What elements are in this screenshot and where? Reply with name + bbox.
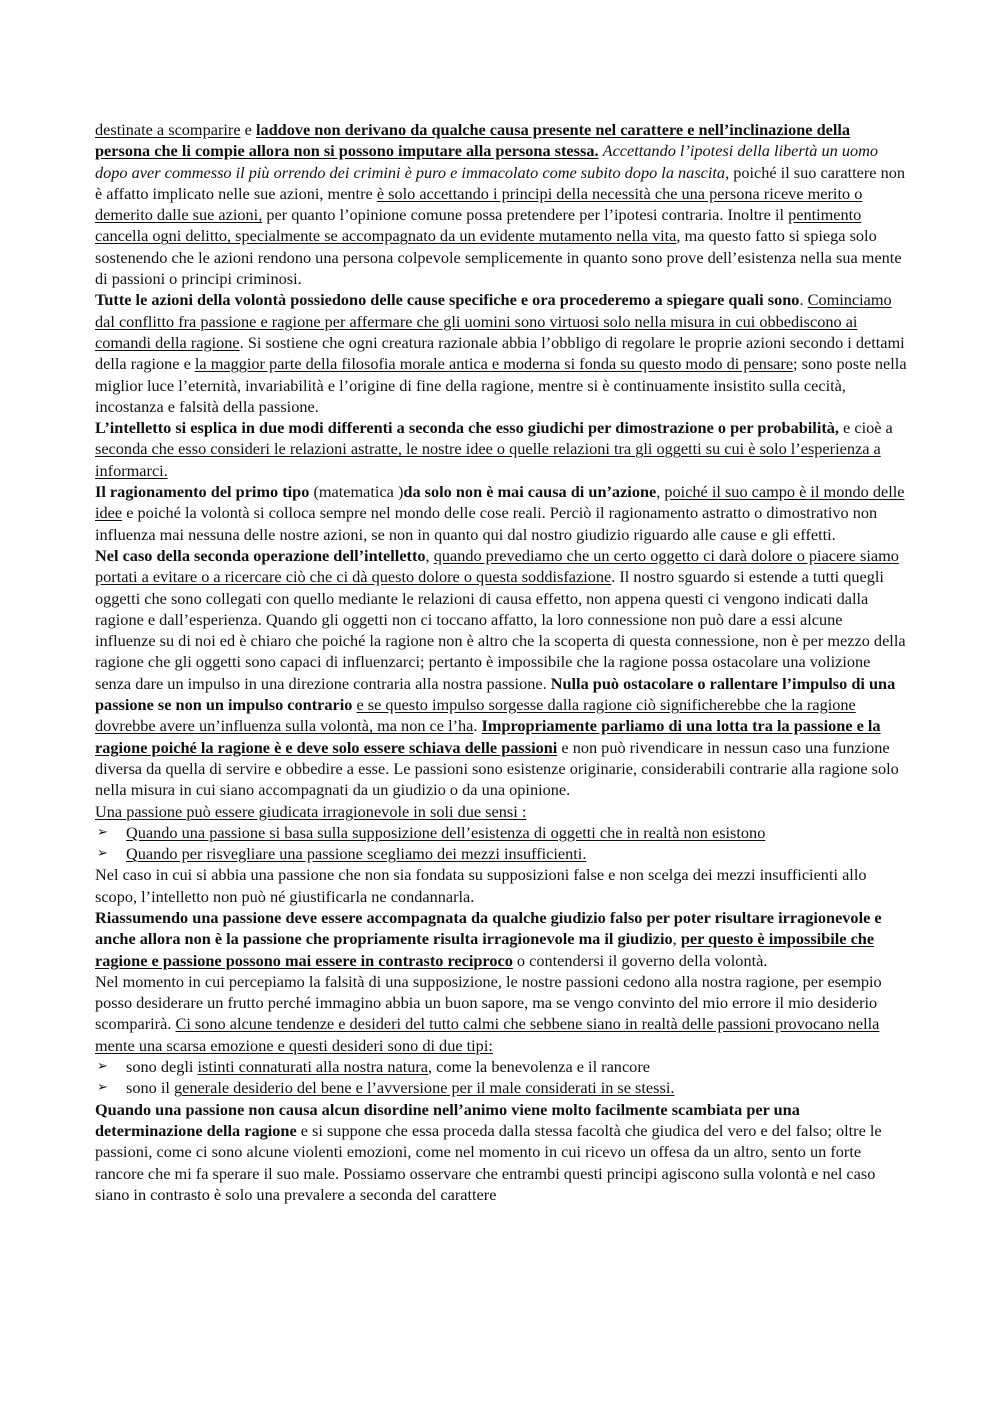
list-item — [95, 843, 907, 864]
arrow-bullet-icon: ➢ — [97, 1059, 108, 1075]
list-irrational-cases — [95, 822, 907, 865]
paragraph-will-causes — [95, 289, 907, 417]
text-run: , — [425, 545, 434, 565]
arrow-bullet-icon: ➢ — [97, 846, 108, 862]
underlined-phrase: e se questo impulso sorgesse dalla ragione ciò significherebbe che la ragione dovrebbe avere un’influenza sulla volontà, ma non ce l’ha — [95, 695, 856, 736]
underlined-phrase: quando prevediamo che un certo oggetto ci darà dolore o piacere siamo portati a evitare o a ricercare ciò che ci dà questo dolore o questa soddisfazione — [95, 545, 899, 587]
list-desire-types — [95, 1056, 907, 1099]
text-run: per quanto l’opinione comune possa pretendere per l’ipotesi contraria. Inoltre il — [262, 205, 789, 225]
text-run: e poiché la volontà si colloca sempre nel mondo delle cose reali. Perciò il ragionamento astratto o dimostrativo non influenza mai nessuna delle nostre azioni, se non in quanto qui dal nostro giudizio riguardo alle cause e gli effetti. — [95, 503, 878, 544]
list-item — [95, 1077, 907, 1098]
underlined-phrase: destinate a scomparire — [95, 120, 241, 139]
text-run: sono il — [126, 1078, 174, 1098]
text-run: Nel momento in cui percepiamo la falsità di una supposizione, le nostre passioni cedono alla nostra ragione, per esempio posso desiderare un frutto perché immagino abbia un buon sapore, ma se vengo convinto del mio errore il mio desiderio scomparirà. — [95, 971, 882, 1034]
underlined-phrase: Una passione può essere giudicata irragionevole in soli due sensi : — [95, 801, 527, 821]
paragraph-calm-passion — [95, 1099, 907, 1205]
text-run: . — [473, 716, 482, 736]
paragraph-first-reasoning — [95, 481, 907, 545]
bold-phrase: Nel caso della seconda operazione dell’intelletto — [95, 545, 426, 565]
text-run: sono degli — [126, 1057, 198, 1077]
underlined-phrase: istinti connaturati alla nostra natura — [197, 1057, 429, 1077]
list-item — [95, 1056, 907, 1077]
text-run: Nel caso in cui si abbia una passione che non sia fondata su supposizioni false e non scelga dei mezzi insufficienti allo scopo, l’intelletto non può né giustificarla ne condannarla. — [95, 865, 867, 906]
text-run: , poiché il suo carattere non è affatto implicato nelle sue azioni, mentre — [95, 162, 906, 203]
arrow-bullet-icon: ➢ — [97, 1080, 108, 1096]
bold-phrase: Tutte le azioni della volontà possiedono delle cause specifiche e ora procederemo a spiegare quali sono — [95, 290, 800, 310]
list-item-text: Quando per risvegliare una passione scegliamo dei mezzi insufficienti. — [126, 844, 587, 864]
underlined-phrase: seconda che esso consideri le relazioni astratte, le nostre idee o quelle relazioni tra gli oggetti su cui è solo l’esperienza a informarci. — [95, 439, 881, 480]
document-body — [95, 119, 907, 1205]
text-run: , come la benevolenza e il rancore — [428, 1057, 650, 1077]
bold-underlined-phrase: per questo è impossibile che ragione e passione possono mai essere in contrasto reciproco — [95, 929, 875, 970]
text-run: e — [240, 120, 256, 139]
bold-phrase: Nulla può ostacolare o rallentare l’impulso di una passione se non un impulso contrario — [95, 673, 896, 715]
underlined-phrase: generale desiderio del bene e l’avversione per il male considerati in se stessi. — [173, 1078, 675, 1098]
text-run: . Il nostro sguardo si estende a tutti quegli oggetti che sono collegati con quello mediante le relazioni di causa effetto, non appena questi ci vengono indicati dalla ragione e dall’esperienza. Quando gli oggetti non ci toccano affatto, la loro connessione non può dare a essi alcune influenze su di noi ed è chiaro che poiché la ragione non è altro che la scoperta di questa connessione, non è per mezzo della ragione che gli oggetti sono capaci di influenzarci; pertanto è impossibile che la ragione possa ostacolare una volizione senza dare un impulso in una direzione contraria alla nostra passione. — [95, 567, 906, 693]
paragraph-calm-desires — [95, 971, 907, 1056]
text-run: ; sono poste nella miglior luce l’eternità, invariabilità e l’origine di fine della ragione, mentre si è continuamente insistito sulla cecità, incostanza e falsità della passione. — [95, 354, 907, 416]
text-run: o contendersi il governo della volontà. — [512, 950, 768, 970]
text-run: e si suppone che essa proceda dalla stessa facoltà che giudica del vero e del falso; oltre le passioni, come ci sono alcune violenti emozioni, come nel momento in cui ricevo un offesa da un altro, sento un forte rancore che mi fa sperare il suo male. Possiamo osservare che entrambi questi principi agiscono sulla volontà e nel caso siano in contrasto è solo una prevalere a seconda del carattere — [95, 1120, 882, 1204]
list-item-text: Quando una passione si basa sulla supposizione dell’esistenza di oggetti che in realtà non esistono — [126, 822, 766, 842]
bold-underlined-phrase: laddove non derivano da qualche causa presente nel carattere e nell’inclinazione della persona che li compie allora non si possono imputare alla persona stessa. — [95, 120, 851, 161]
italic-phrase: Accettando l’ipotesi della libertà un uomo dopo aver commesso il più orrendo dei crimini è puro e immacolato come subito dopo la nascita — [95, 141, 878, 182]
paragraph-summary — [95, 907, 907, 971]
text-run: . Si sostiene che ogni creatura razionale abbia l’obbligo di regolare le proprie azioni secondo i dettami della ragione e — [95, 332, 905, 374]
bold-phrase: L’intelletto si esplica in due modi differenti a seconda che esso giudichi per dimostrazione o per probabilità, — [95, 418, 839, 438]
underlined-phrase: è solo accettando i principi della necessità che una persona riceve merito o demerito dalle sue azioni, — [95, 183, 863, 225]
text-run: , ma questo fatto si spiega solo sostenendo che le azioni rendono una persona colpevole semplicemente in quanto sono prove dell’esistenza nella sua mente di passioni o principi criminosi. — [95, 226, 902, 289]
bold-phrase: da solo non è mai causa di un’azione — [403, 482, 657, 502]
paragraph-irrational-passion — [95, 801, 907, 822]
underlined-phrase: Cominciamo dal conflitto fra passione e ragione per affermare che gli uomini sono virtuosi solo nella misura in cui obbediscono ai comandi della ragione — [95, 290, 892, 352]
text-run: , — [672, 929, 681, 949]
paragraph-no-false-supposition — [95, 864, 907, 907]
bold-underlined-phrase: Impropriamente parliamo di una lotta tra la passione e la ragione poiché la ragione è e deve solo essere schiava delle passioni — [95, 716, 881, 757]
text-run: . — [799, 290, 808, 310]
underlined-phrase: poiché il suo campo è il mondo delle idee — [95, 482, 905, 523]
arrow-bullet-icon: ➢ — [97, 824, 108, 840]
paragraph-second-operation — [95, 545, 907, 801]
underlined-phrase: la maggior parte della filosofia morale antica e moderna si fonda su questo modo di pensare — [194, 354, 794, 374]
paragraph-intellect — [95, 417, 907, 481]
underlined-phrase: pentimento cancella ogni delitto, specialmente se accompagnato da un evidente mutamento nella vita — [95, 205, 862, 246]
paragraph-responsibility — [95, 119, 907, 289]
bold-phrase: Quando una passione non causa alcun disordine nell’animo viene molto facilmente scambiata per una determinazione della ragione — [95, 1099, 800, 1140]
text-run: (matematica ) — [309, 482, 404, 502]
bold-phrase: Riassumendo una passione deve essere accompagnata da qualche giudizio falso per poter risultare irragionevole e anche allora non è la passione che propriamente risulta irragionevole ma il giudizio — [95, 907, 882, 949]
text-run: e non può rivendicare in nessun caso una funzione diversa da quella di servire e obbedire a esse. Le passioni sono esistenze originarie, considerabili contrarie alla ragione solo nella misura in cui siano accompagnati da un giudizio o da una opinione. — [95, 737, 899, 800]
text-run: , — [656, 482, 665, 502]
bold-phrase: Il ragionamento del primo tipo — [95, 482, 310, 502]
text-run: e cioè a — [838, 418, 893, 438]
list-item — [95, 822, 907, 843]
underlined-phrase: Ci sono alcune tendenze e desideri del tutto calmi che sebbene siano in realtà delle passioni provocano nella mente una scarsa emozione e questi desideri sono di due tipi: — [95, 1014, 880, 1055]
